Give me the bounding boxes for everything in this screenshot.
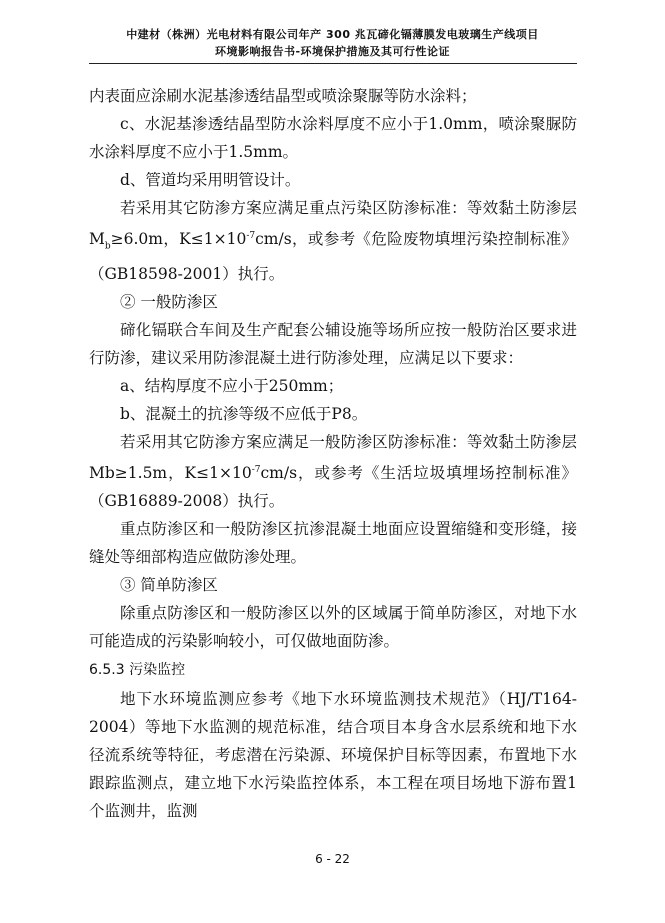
text-run: cm/s，或参考《生活垃圾填埋场控制标准》（GB16889-2008）执行。 [89,464,577,511]
subscript: b [104,241,111,252]
text-run: cm/s，或参考《危险废物填埋污染控制标准》（GB18598-2001）执行。 [89,230,577,284]
paragraph [89,194,577,288]
paragraph: 地下水环境监测应参考《地下水环境监测技术规范》（HJ/T164-2004）等地下水监测的规范标准，结合项目本身含水层系统和地下水径流系统等特征，考虑潜在污染源、环境保护目标等因素，布置地下水跟踪监测点，建立地下水污染监控体系，本工程在项目场地下游布置1个监测井，监测 [89,690,577,821]
paragraph: 内表面应涂刷水泥基渗透结晶型或喷涂聚脲等防水涂料； [89,87,477,105]
superscript: -7 [251,465,261,476]
page-number: 6 - 22 [315,852,350,866]
header-title: 中建材（株洲）光电材料有限公司年产 300 兆瓦碲化镉薄膜发电玻璃生产线项目 [126,28,539,41]
text-run: 若采用其它防渗方案应满足重点污染区防渗标准：等效黏土防渗层M [89,199,577,249]
paragraph: 碲化镉联合车间及生产配套公辅设施等场所应按一般防治区要求进行防渗，建议采用防渗混凝土进行防渗处理，应满足以下要求： [89,321,577,368]
subsection-label: ③ 简单防渗区 [120,576,218,595]
paragraph [89,428,577,515]
text-run: ≥6.0m，K≤1×10 [110,230,247,249]
section-heading: 6.5.3 污染监控 [89,662,186,679]
superscript: -7 [246,231,256,241]
paragraph: c、水泥基渗透结晶型防水涂料厚度不应小于1.0mm，喷涂聚脲防水涂料厚度不应小于1.5mm。 [89,115,577,161]
paragraph: 除重点防渗区和一般防渗区以外的区域属于简单防渗区，对地下水可能造成的污染影响较小，可仅做地面防渗。 [89,604,577,651]
page-header [0,26,665,60]
paragraph: b、混凝土的抗渗等级不应低于P8。 [120,405,368,424]
document-body [89,82,577,825]
header-subtitle: 环境影响报告书-环境保护措施及其可行性论证 [214,45,451,58]
paragraph: d、管道均采用明管设计。 [120,171,301,189]
header-divider [89,63,577,64]
paragraph: a、结构厚度不应小于250mm； [120,377,344,396]
subsection-label: ② 一般防渗区 [120,293,218,312]
text-run: 若采用其它防渗方案应满足一般防渗区防渗标准：等效黏土防渗层Mb≥1.5m，K≤1×10 [89,433,577,483]
paragraph: 重点防渗区和一般防渗区抗渗混凝土地面应设置缩缝和变形缝，接缝处等细部构造应做防渗处理。 [89,520,577,567]
